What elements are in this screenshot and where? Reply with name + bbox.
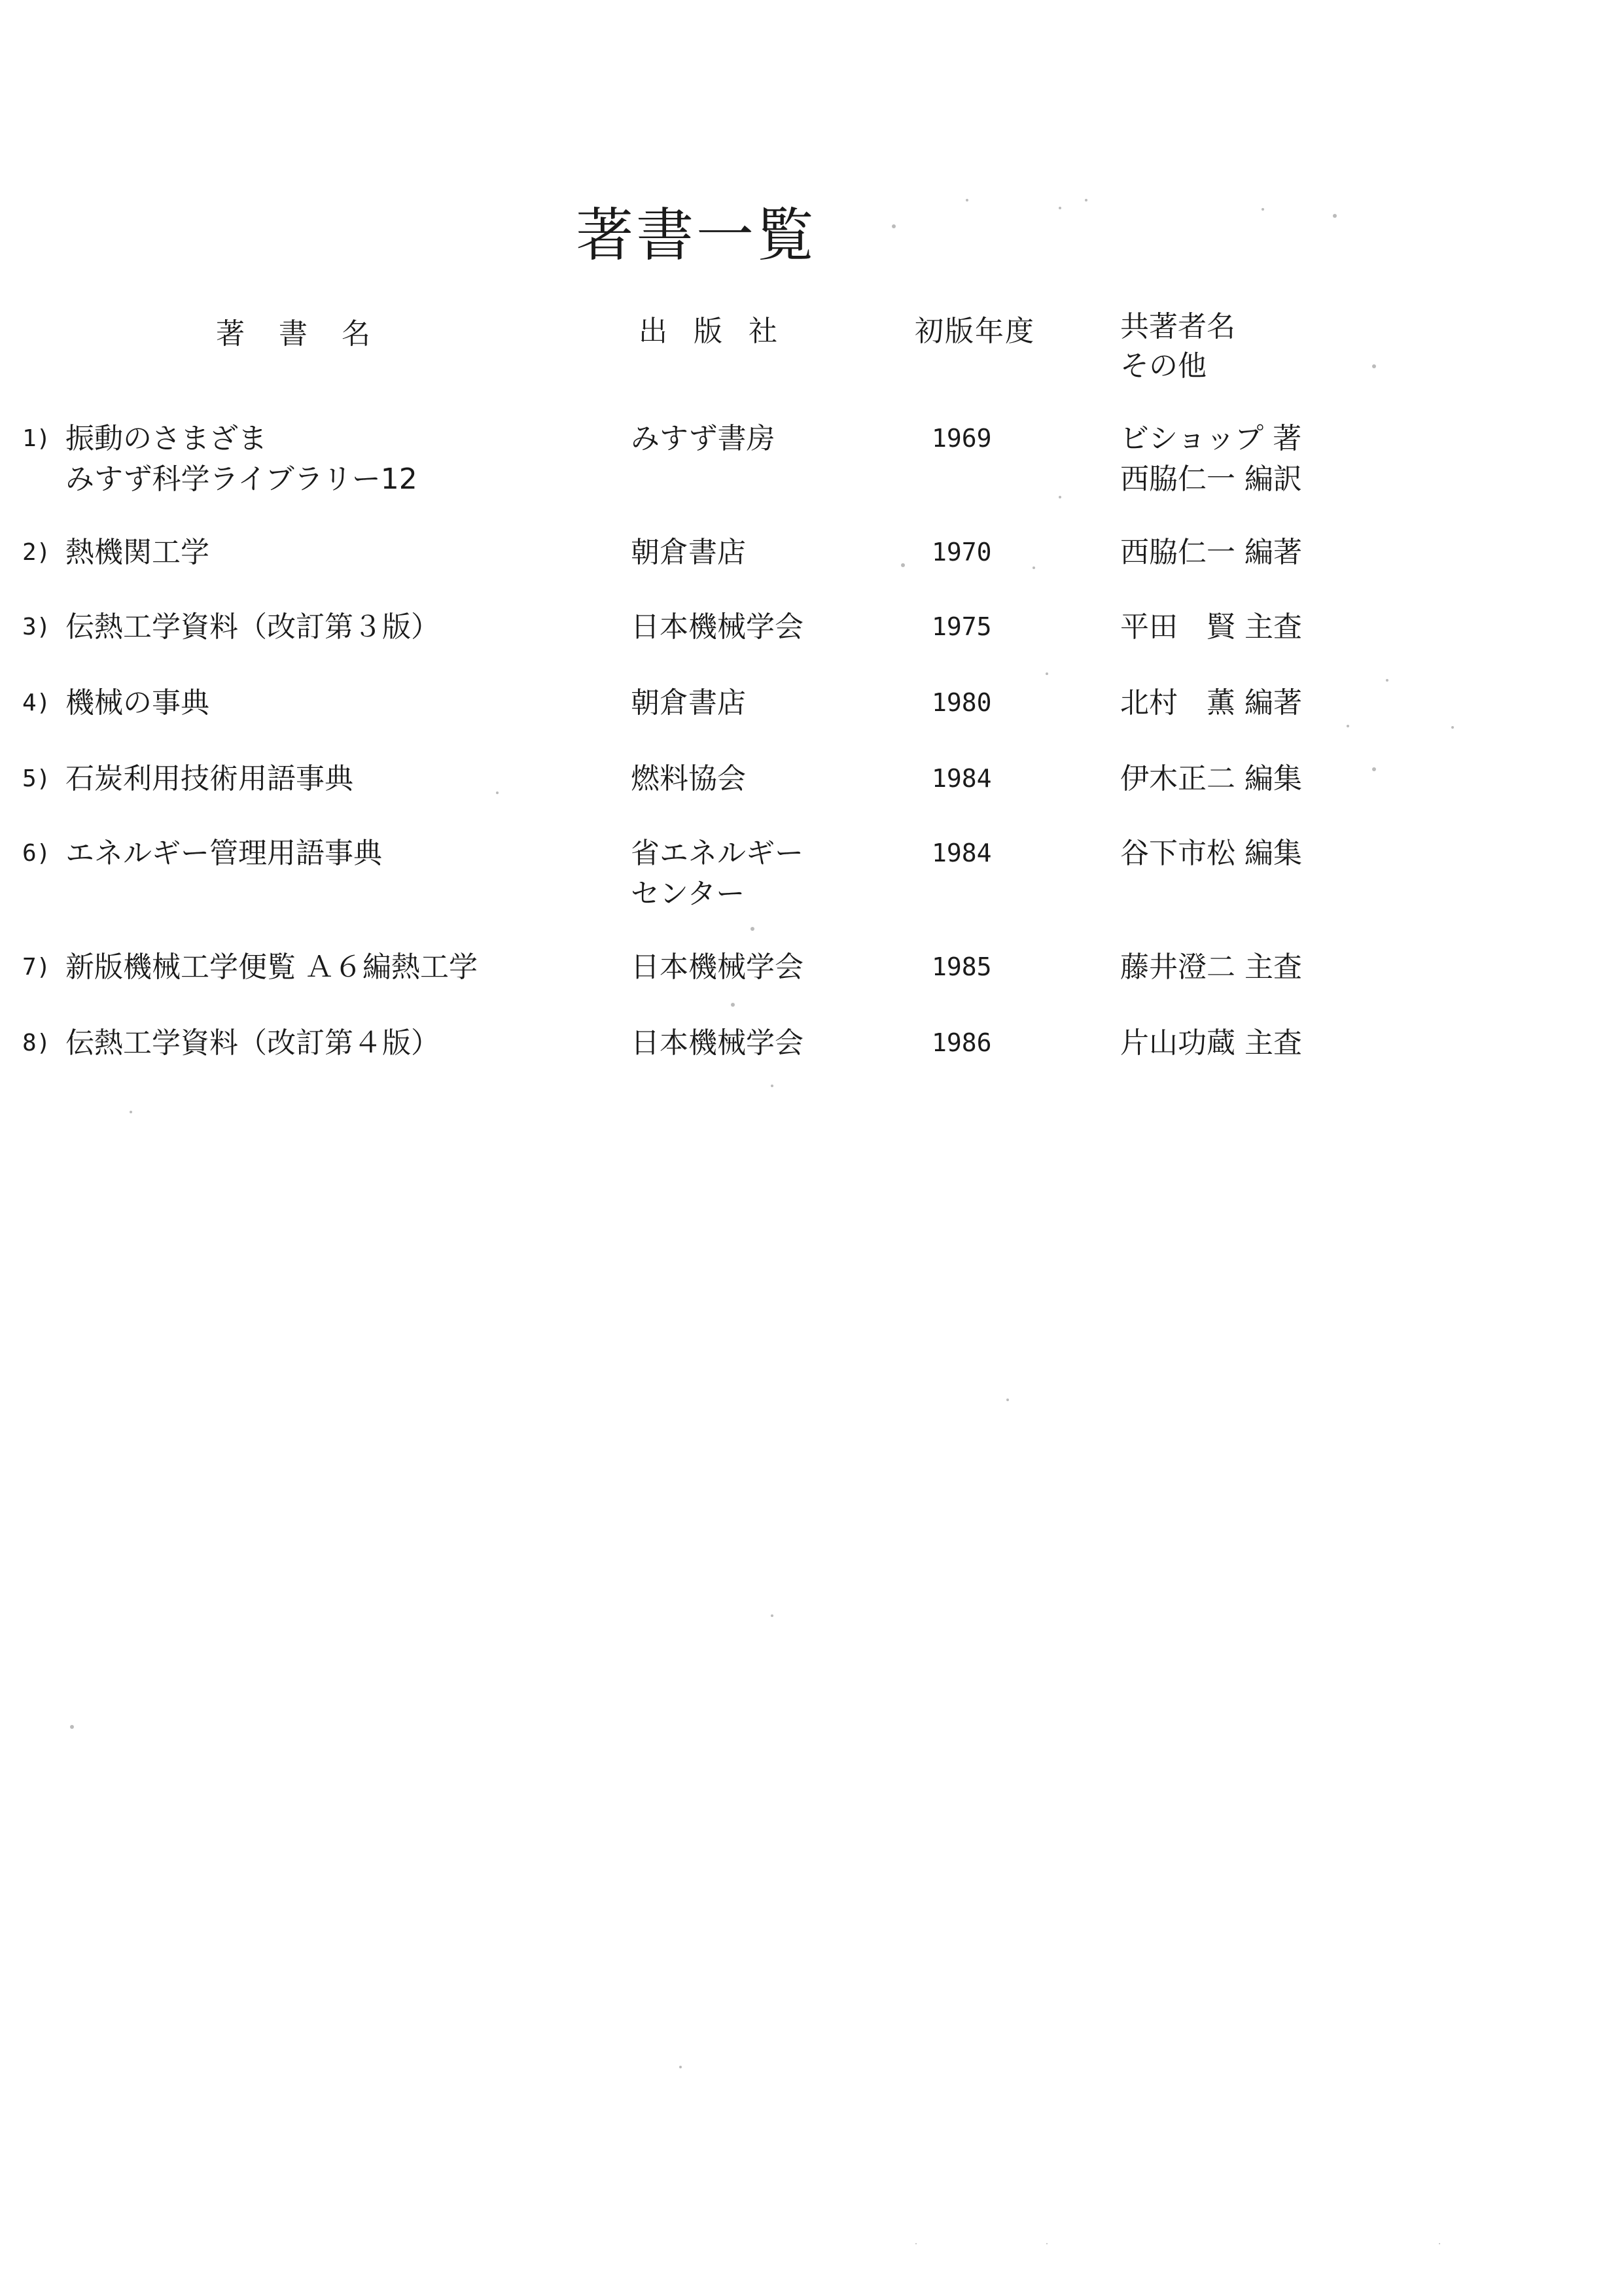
book-number: 2): [22, 539, 51, 566]
header-coauthor-line2: その他: [1120, 349, 1207, 383]
book-number: 8): [22, 1030, 51, 1056]
book-title: [65, 1023, 440, 1064]
book-title-line1: 振動のさまざま: [65, 422, 267, 455]
book-publisher: [631, 683, 746, 723]
book-title-line1: 伝熱工学資料（改訂第３版）: [65, 610, 440, 644]
book-coauthor-line2: 西脇仁一 編訳: [1120, 462, 1302, 496]
book-coauthor-line1: 北村 薫 編著: [1120, 686, 1302, 720]
book-coauthor-line1: 片山功蔵 主査: [1120, 1026, 1302, 1060]
book-publisher: [631, 947, 803, 988]
book-coauthor: [1120, 1023, 1302, 1064]
book-coauthor: [1120, 833, 1302, 874]
book-publisher: [631, 532, 746, 573]
header-coauthor: [1120, 307, 1235, 386]
book-coauthor-line1: 西脇仁一 編著: [1120, 536, 1302, 569]
book-publisher: [631, 759, 746, 799]
book-title-line1: 石炭利用技術用語事典: [65, 762, 353, 795]
header-coauthor-line1: 共著者名: [1120, 310, 1235, 343]
book-publisher-line1: 日本機械学会: [631, 950, 803, 984]
book-title: [65, 419, 417, 500]
book-title-line2: みすず科学ライブラリー12: [65, 462, 417, 496]
book-title-line1: 熱機関工学: [65, 536, 209, 569]
book-number: 7): [22, 954, 51, 981]
book-coauthor: [1120, 947, 1302, 988]
book-title: [65, 947, 478, 988]
book-publisher: [631, 833, 803, 914]
book-year: 1980: [932, 688, 992, 717]
book-number: 5): [22, 765, 51, 792]
book-title: [65, 683, 209, 723]
header-publisher: 出版社: [639, 315, 803, 348]
book-publisher-line1: 日本機械学会: [631, 1026, 803, 1060]
book-publisher-line1: 日本機械学会: [631, 610, 803, 644]
book-year: 1984: [932, 764, 992, 793]
header-book-title: 著書名: [216, 317, 404, 351]
book-number: 3): [22, 614, 51, 640]
book-year: 1985: [932, 952, 992, 981]
book-publisher-line1: 朝倉書店: [631, 686, 746, 720]
page-title: 著書一覧: [576, 201, 817, 269]
book-number: 4): [22, 689, 51, 716]
book-coauthor-line1: ビショップ 著: [1120, 422, 1302, 455]
book-coauthor-line1: 伊木正二 編集: [1120, 762, 1302, 795]
book-title-line1: 新版機械工学便覧 Ａ６編熱工学: [65, 950, 478, 984]
book-coauthor-line1: 平田 賢 主査: [1120, 610, 1302, 644]
header-first-edition-year: 初版年度: [915, 315, 1035, 348]
book-coauthor: [1120, 607, 1302, 648]
book-coauthor-line1: 藤井澄二 主査: [1120, 950, 1302, 984]
book-publisher-line1: 朝倉書店: [631, 536, 746, 569]
book-number: 1): [22, 425, 51, 452]
book-title-line1: 伝熱工学資料（改訂第４版）: [65, 1026, 440, 1060]
book-title: [65, 532, 209, 573]
book-publisher-line1: 燃料協会: [631, 762, 746, 795]
book-title-line1: 機械の事典: [65, 686, 209, 720]
book-year: 1984: [932, 839, 992, 867]
book-publisher: [631, 1023, 803, 1064]
book-year: 1970: [932, 538, 992, 566]
book-coauthor-line1: 谷下市松 編集: [1120, 837, 1302, 870]
book-coauthor: [1120, 759, 1302, 799]
book-coauthor: [1120, 683, 1302, 723]
book-coauthor: [1120, 532, 1302, 573]
book-publisher-line2: センター: [631, 877, 745, 911]
book-publisher-line1: みすず書房: [631, 422, 775, 455]
book-title: [65, 833, 382, 874]
book-publisher: [631, 607, 803, 648]
book-title: [65, 759, 353, 799]
book-publisher: [631, 419, 775, 459]
book-coauthor: [1120, 419, 1302, 500]
book-year: 1969: [932, 424, 992, 453]
book-title: [65, 607, 440, 648]
book-title-line1: エネルギー管理用語事典: [65, 837, 382, 870]
book-number: 6): [22, 840, 51, 867]
book-year: 1975: [932, 612, 992, 641]
book-publisher-line1: 省エネルギー: [631, 837, 803, 870]
book-year: 1986: [932, 1028, 992, 1057]
